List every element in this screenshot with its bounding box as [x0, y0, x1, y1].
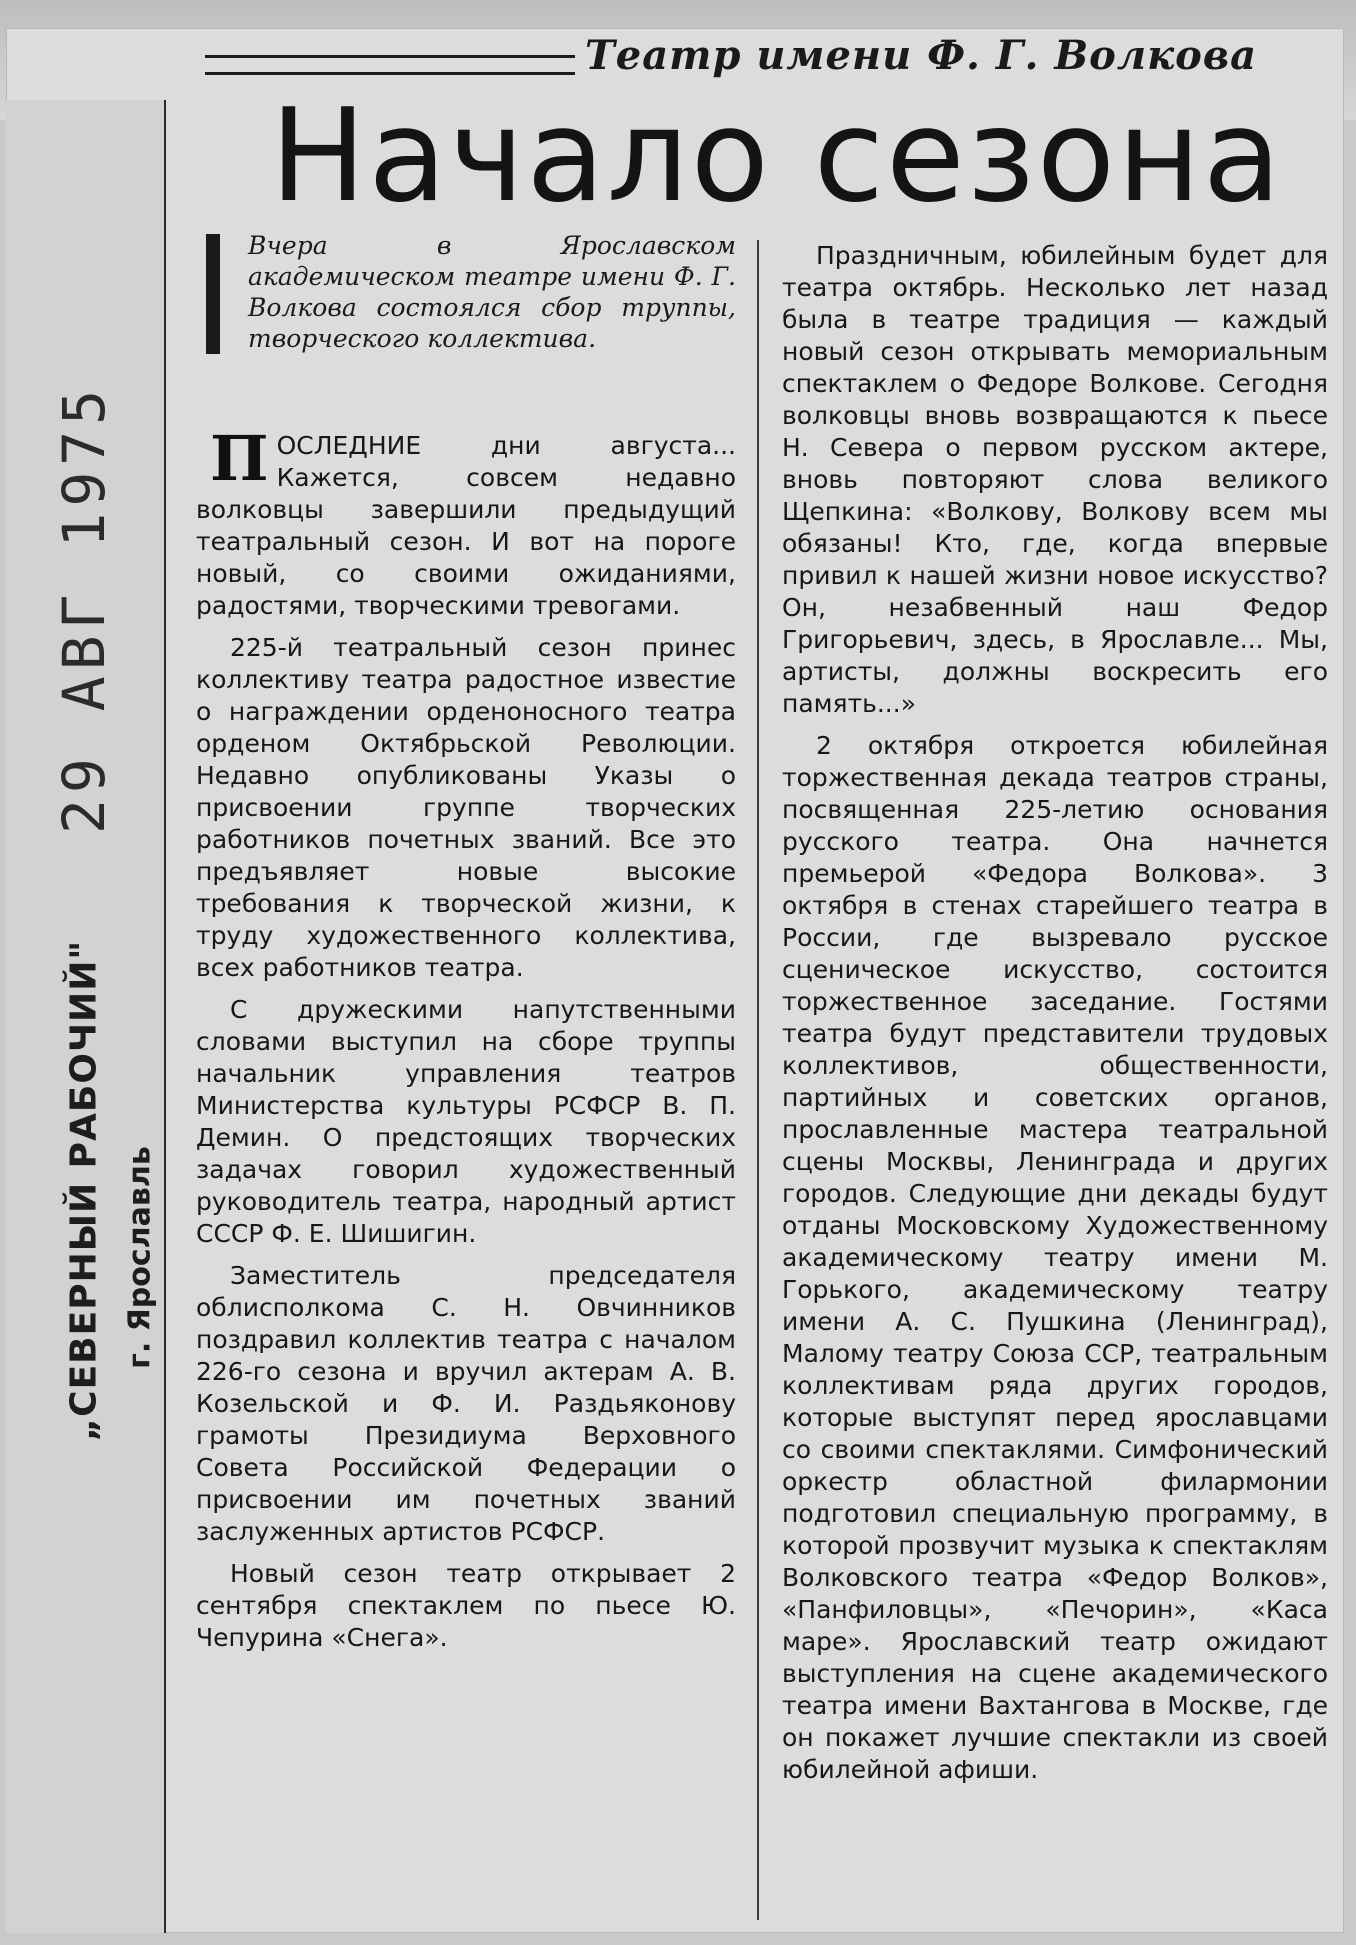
column-divider	[757, 240, 759, 1920]
article-paragraph-6: Праздничным, юбилейным будет для театра октябрь. Несколько лет назад была в театре традиция — каждый новый сезон открывать мемориальным спектаклем о Федоре Волкове. Сегодня волковцы вновь возвращаются к пьесе Н. Севера о первом русском актере, вновь повторяют слова великого Щепкина: «Волкову, Волкову всем мы обязаны! Кто, где, когда впервые привил к нашей жизни новое искусство? Он, незабвенный наш Федор Григорьевич, здесь, в Ярославле... Мы, артисты, должны воскресить его память...»	[782, 241, 1328, 718]
newspaper-city-text: г. Ярославль	[122, 1146, 158, 1369]
article-column-left	[196, 422, 736, 1664]
article-paragraph-4: Заместитель председателя облисполкома С. Н. Овчинников поздравил коллектив театра с началом 226-го сезона и вручил актерам А. В. Козельской и Ф. И. Раздьяконову грамоты Президиума Верховного Совета Российской Федерации о присвоении им почетных званий заслуженных артистов РСФСР.	[196, 1261, 736, 1546]
rubric: Театр имени Ф. Г. Волкова	[585, 32, 1258, 79]
article-column-right	[782, 240, 1328, 1796]
article-paragraph-1	[196, 422, 736, 622]
rubric-rule	[205, 55, 575, 75]
article-paragraph-3: С дружескими напутственными словами выступил на сборе труппы начальник управления театров Министерства культуры РСФСР В. П. Демин. О предстоящих творческих задачах говорил художественный руководитель театра, народный артист СССР Ф. Е. Шишигин.	[196, 995, 736, 1248]
lead-bar	[206, 234, 220, 354]
article-paragraph-2: 225-й театральный сезон принес коллективу театра радостное известие о награждении орденоносного театра орденом Октябрьской Революции. Недавно опубликованы Указы о присвоении группе творческих работников почетных званий. Все это предъявляет новые высокие требования к творческой жизни, к труду художественного коллектива, всех работников театра.	[196, 633, 736, 982]
headline: Начало сезона	[270, 82, 1284, 231]
drop-cap: П	[210, 422, 269, 495]
article-paragraph-7: 2 октября откроется юбилейная торжественная декада театров страны, посвященная 225-летию основания русского театра. Она начнется премьерой «Федора Волкова». 3 октября в стенах старейшего театра в России, где вызревало русское сценическое искусство, состоится торжественное заседание. Гостями театра будут представители трудовых коллективов, общественности, партийных и советских органов, прославленные мастера театральной сцены Москвы, Ленинграда и других городов. Следующие дни декады будут отданы Московскому Художественному академическому театру имени М. Горького, академическому театру имени А. С. Пушкина (Ленинград), Малому театру Союза ССР, театральным коллективам ряда других городов, которые выступят перед ярославцами со своими спектаклями. Симфонический оркестр областной филармонии подготовил специальную программу, в которой прозвучит музыка к спектаклям Волковского театра «Федор Волков», «Панфиловцы», «Печорин», «Каса маре». Ярославский театр ожидают выступления на сцене академического театра имени Вахтангова в Москве, где он покажет лучшие спектакли из своей юбилейной афиши.	[782, 731, 1328, 1784]
lead-paragraph: Вчера в Ярославском академическом театре имени Ф. Г. Волкова состоялся сбор труппы, творческого коллектива.	[248, 231, 736, 353]
paragraph-text: ОСЛЕДНИЕ дни августа... Кажется, совсем недавно волковцы завершили предыдущий театральный сезон. И вот на пороге новый, со своими ожиданиями, радостями, творческими тревогами.	[196, 431, 736, 620]
newspaper-name-text: „СЕВЕРНЫЙ РАБОЧИЙ"	[63, 939, 105, 1442]
article-paragraph-5: Новый сезон театр открывает 2 сентября спектаклем по пьесе Ю. Чепурина «Снега».	[196, 1559, 736, 1652]
date-stamp-text: 29 АВГ 1975	[50, 383, 118, 834]
